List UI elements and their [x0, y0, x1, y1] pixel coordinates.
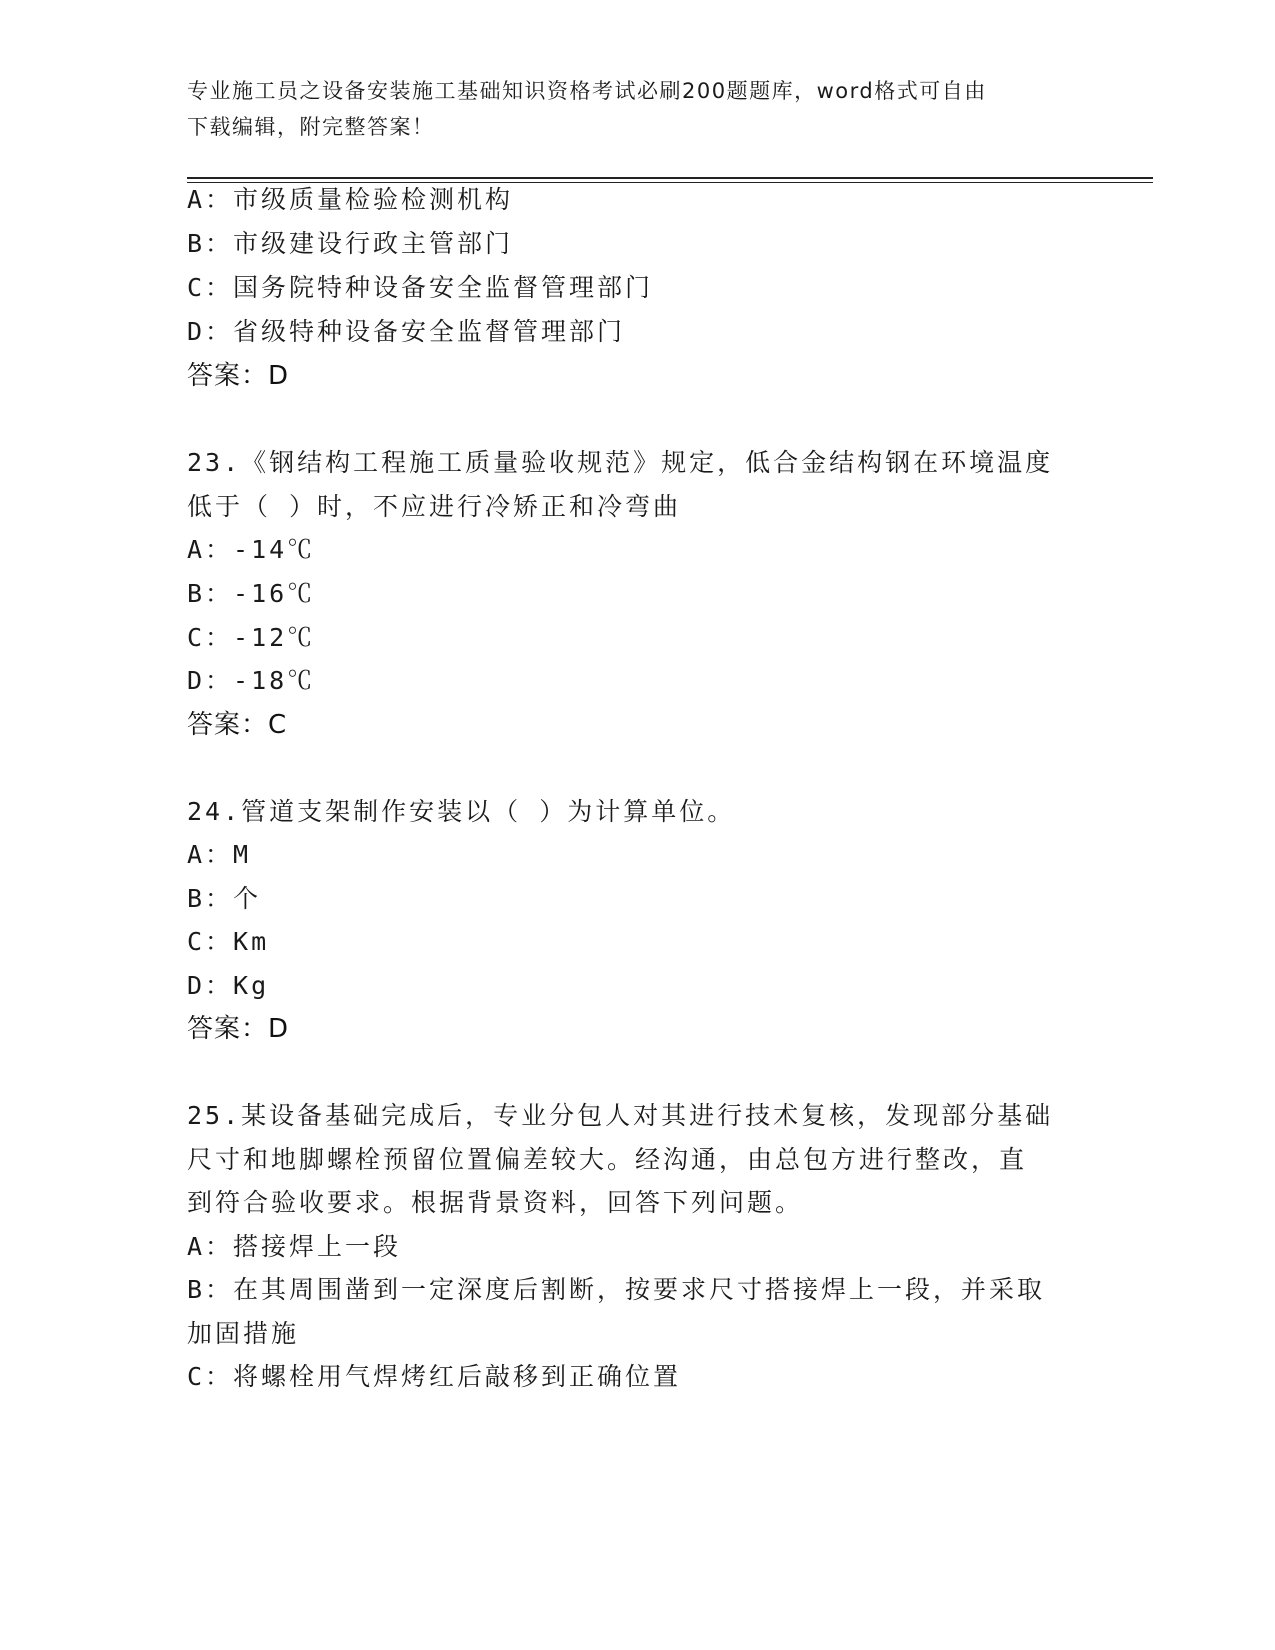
q22-option-d: D：省级特种设备安全监督管理部门	[187, 317, 626, 346]
q25-option-b-line-1: B：在其周围凿到一定深度后割断，按要求尺寸搭接焊上一段，并采取	[187, 1275, 1046, 1304]
q24-option-a: A：M	[187, 840, 252, 869]
q24-answer: 答案：D	[187, 1014, 290, 1044]
q25-option-c: C：将螺栓用气焊烤红后敲移到正确位置	[187, 1362, 682, 1391]
q23-option-a: A：-14℃	[187, 535, 316, 564]
q23-stem-line-2: 低于（ ）时，不应进行冷矫正和冷弯曲	[187, 492, 682, 521]
q23-stem-line-1: 23.《钢结构工程施工质量验收规范》规定，低合金结构钢在环境温度	[187, 448, 1054, 477]
q23-option-b: B：-16℃	[187, 579, 316, 608]
header-line-2: 下载编辑，附完整答案！	[187, 115, 435, 139]
q24-option-c: C：Km	[187, 927, 270, 956]
q22-option-b: B：市级建设行政主管部门	[187, 229, 514, 258]
q23-option-c: C：-12℃	[187, 623, 316, 652]
q24-option-d: D：Kg	[187, 971, 270, 1000]
q25-option-a: A：搭接焊上一段	[187, 1232, 402, 1261]
document-header	[187, 73, 1067, 145]
q25-stem-line-3: 到符合验收要求。根据背景资料，回答下列问题。	[187, 1188, 804, 1217]
q25-stem-line-1: 25.某设备基础完成后，专业分包人对其进行技术复核，发现部分基础	[187, 1101, 1054, 1130]
q24-stem-line-1: 24.管道支架制作安装以（ ）为计算单位。	[187, 797, 736, 826]
header-divider-thick	[187, 177, 1153, 179]
q22-option-c: C：国务院特种设备安全监督管理部门	[187, 273, 654, 302]
header-line-1: 专业施工员之设备安装施工基础知识资格考试必刷200题题库，word格式可自由	[187, 79, 987, 103]
q22-option-a: A：市级质量检验检测机构	[187, 185, 514, 214]
q25-stem-line-2: 尺寸和地脚螺栓预留位置偏差较大。经沟通，由总包方进行整改，直	[187, 1145, 1028, 1174]
q25-option-b-line-2: 加固措施	[187, 1319, 300, 1348]
q22-answer: 答案：D	[187, 361, 290, 391]
q24-option-b: B：个	[187, 884, 262, 913]
q23-answer: 答案：C	[187, 710, 288, 740]
q23-option-d: D：-18℃	[187, 666, 316, 695]
